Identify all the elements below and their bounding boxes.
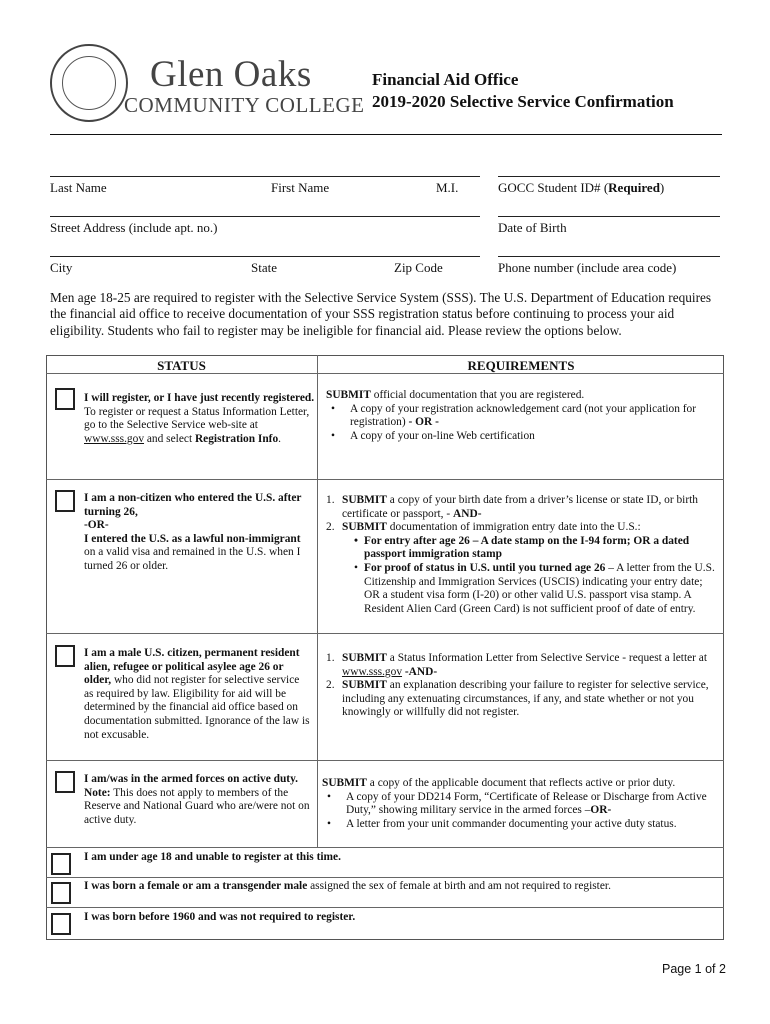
req-item: • A letter from your unit commander documenting your active duty status. [322,818,718,832]
row-line-5 [46,877,724,878]
register-checkbox[interactable] [55,388,75,410]
armed-forces-checkbox[interactable] [55,771,75,793]
row-line-3 [46,760,724,761]
office-name: Financial Aid Office [372,70,519,89]
phone-label: Phone number (include area code) [498,260,677,275]
status-header: STATUS [157,358,206,373]
row-line-4 [46,847,724,848]
requirements-armed-forces: SUBMIT a copy of the applicable document that reflects active or prior duty. • A copy of your DD214 Form, “Certificate of Release or Discharge from Active Duty,” showing military service in the armed forces –OR- • A letter from your unit commander documenting your active duty status. [322,777,718,831]
status-before-1960: I was born before 1960 and was not required to register. [84,911,356,923]
last-name-label: Last Name [50,180,107,195]
page-number: Page 1 of 2 [662,962,726,976]
city-line[interactable] [50,256,480,257]
mi-label: M.I. [436,180,459,195]
requirements-header: REQUIREMENTS [467,358,575,373]
seal-inner-ring [62,56,116,110]
column-divider [317,355,318,847]
req-item: • A copy of your on-line Web certification [326,430,718,444]
college-subtitle: COMMUNITY COLLEGE [124,93,365,117]
row-line-2 [46,633,724,634]
dob-label: Date of Birth [498,220,567,235]
status-non-citizen: I am a non-citizen who entered the U.S. after turning 26, -OR- I entered the U.S. as a lawful non-immigrant on a valid visa and remained in the U.S. when I turned 26 or older. [84,492,302,572]
req-item: • A copy of your registration acknowledgement card (not your application for registration) - OR - [326,403,718,430]
student-id-label: GOCC Student ID# (Required) [498,180,665,195]
under-18-checkbox[interactable] [51,853,71,875]
status-under-18: I am under age 18 and unable to register at this time. [84,851,341,863]
dob-line[interactable] [498,216,720,217]
zip-label: Zip Code [394,260,443,275]
phone-line[interactable] [498,256,720,257]
street-label: Street Address (include apt. no.) [50,220,218,235]
name-line[interactable] [50,176,480,177]
male-citizen-checkbox[interactable] [55,645,75,667]
sss-link[interactable]: www.sss.gov [84,432,145,445]
intro-paragraph: Men age 18-25 are required to register with the Selective Service System (SSS). The U.S. Department of Education requires the financial aid office to receive documentation of your SSS registration status before continuing to process your aid eligibility. Students who fail to register may be ineligible for financial aid. Please review the options below. [50,290,712,338]
city-label: City [50,260,73,275]
state-label: State [251,260,277,275]
row-line-6 [46,907,724,908]
header-divider [50,134,722,135]
requirements-register: SUBMIT official documentation that you are registered. • A copy of your registration acknowledgement card (not your application for registration) - OR - • A copy of your on-line Web certification [326,389,718,443]
status-armed-forces: I am/was in the armed forces on active duty. Note: This does not apply to members of the Reserve and National Guard who are/were not on active duty. [84,773,310,826]
required-label: Required [608,180,660,195]
form-title: 2019-2020 Selective Service Confirmation [372,92,674,111]
requirements-non-citizen: 1. SUBMIT a copy of your birth date from a driver’s license or state ID, or birth certificate or passport, - AND- 2. SUBMIT documentation of immigration entry date into the U.S.: • For entry after age 26 – A date stamp on the I-94 form; OR a dated passport immigration stamp • For proof of status in U.S. until you turned age 26 – A letter from the U.S. Citizenship and Immigration Services (USCIS) indicating your entry date; OR a student visa form (I-20) or other valid U.S. passport visa stamp. A Resident Alien Card (Green Card) is not sufficient proof of date of entry. [326,494,716,616]
status-register: I will register, or I have just recently registered. To register or request a Status Information Letter, go to the Selective Service web-site at www.sss.gov and select Registration Info. [84,392,315,445]
first-name-label: First Name [271,180,330,195]
non-citizen-checkbox[interactable] [55,490,75,512]
student-id-line[interactable] [498,176,720,177]
req-item: • A copy of your DD214 Form, “Certificate of Release or Discharge from Active Duty,” showing military service in the armed forces –OR- [322,791,718,818]
requirements-male-citizen: 1. SUBMIT a Status Information Letter from Selective Service - request a letter at www.sss.gov -AND- 2. SUBMIT an explanation describing your failure to register for selective service, including any extenuating circumstances, if any, and state whether or not you knowingly or willfully did not register. [326,652,709,719]
status-female: I was born a female or am a transgender male assigned the sex of female at birth and am not required to register. [84,880,611,892]
sss-link-2[interactable]: www.sss.gov [342,665,403,678]
female-checkbox[interactable] [51,882,71,904]
college-name: Glen Oaks [150,54,312,95]
status-male-citizen: I am a male U.S. citizen, permanent resident alien, refugee or political asylee age 26 or older, who did not register for selective service as required by law. Eligibility for aid will be determined by the financial aid office based on documentation submitted. Ignorance of the law is not excusable. [84,647,310,741]
before-1960-checkbox[interactable] [51,913,71,935]
college-seal-logo [50,44,128,122]
street-line[interactable] [50,216,480,217]
row-line-1 [46,479,724,480]
